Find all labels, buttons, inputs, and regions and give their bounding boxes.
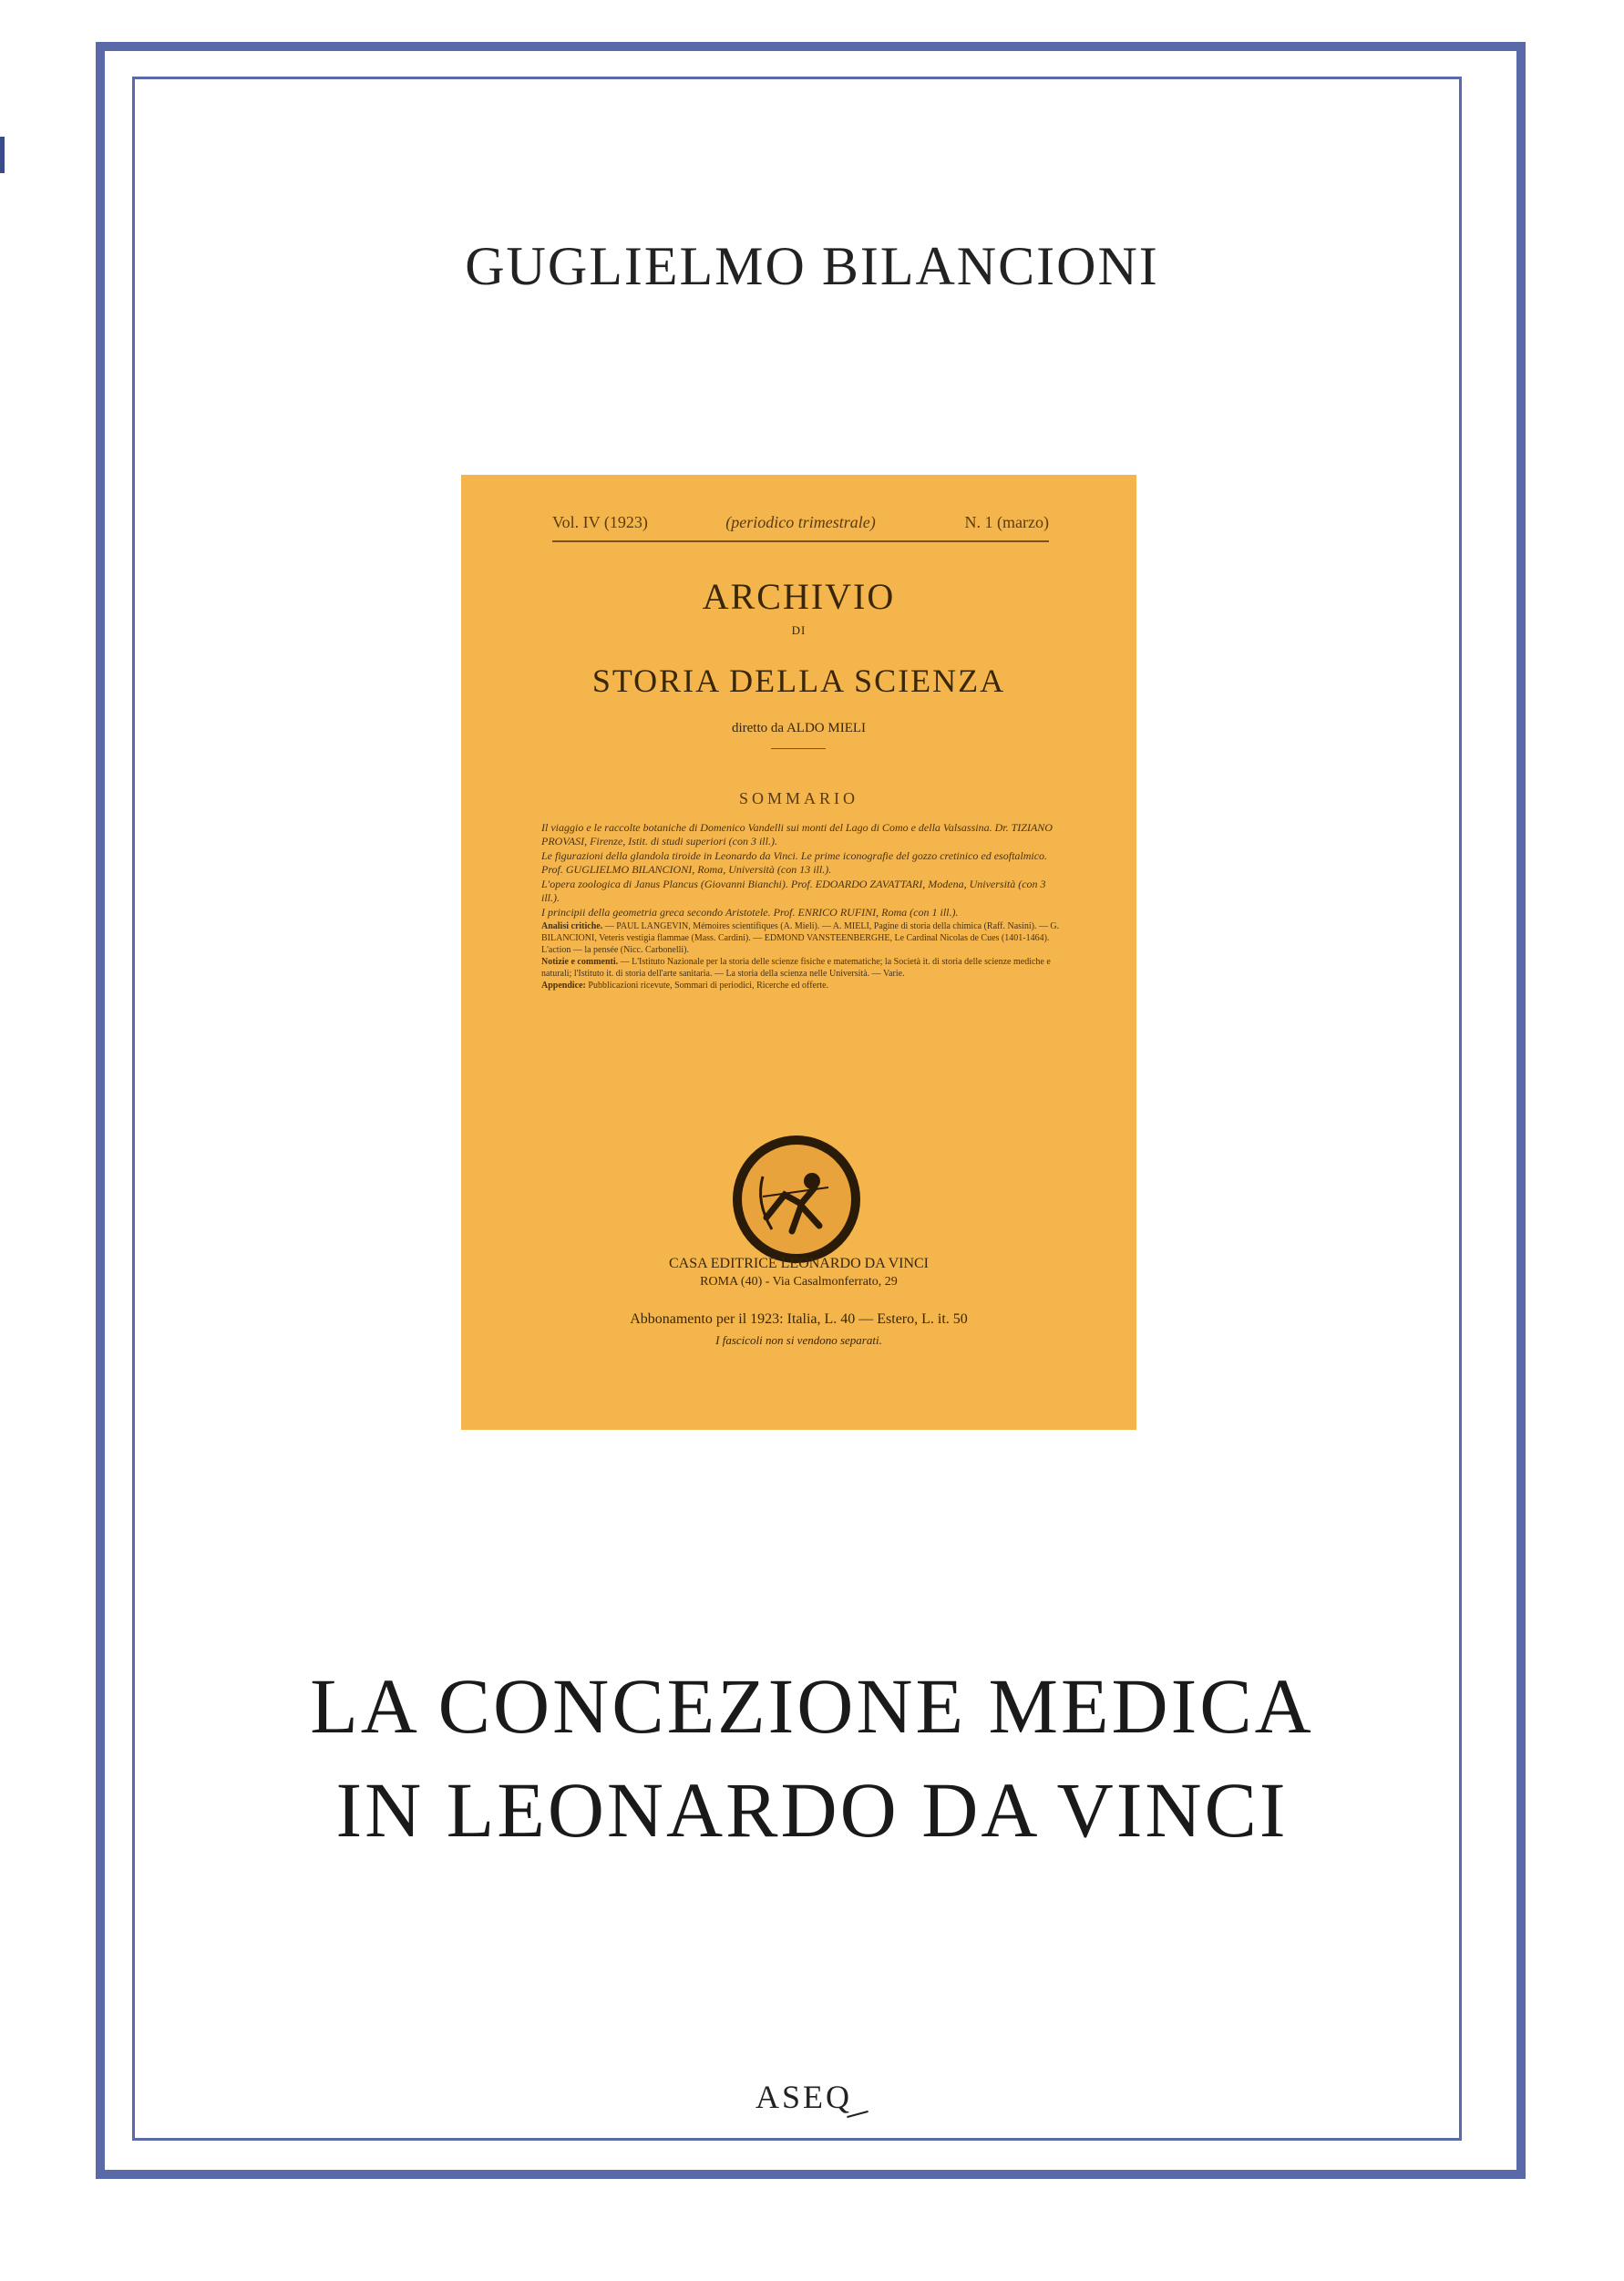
book-title-line1: LA CONCEZIONE MEDICA (310, 1662, 1314, 1750)
summary-section-label: Appendice: (541, 981, 586, 991)
archer-emblem-icon (728, 1131, 865, 1268)
journal-cover-image (461, 475, 1136, 1430)
publisher-logo (0, 2078, 1624, 2116)
subscription-info: Abbonamento per il 1923: Italia, L. 40 — Estero, L. it. 50 (630, 1311, 968, 1327)
book-title-line2: IN LEONARDO DA VINCI (335, 1766, 1289, 1854)
journal-title-line2: STORIA DELLA SCIENZA (591, 663, 1006, 699)
journal-title-di: DI (791, 623, 807, 637)
summary-entry: Il viaggio e le raccolte botaniche di Domenico Vandelli sui monti del Lago di Como e della Valsassina. Dr. TIZIANO PROVASI, Firenze, Istit. di studi superiori (con 3 ill.). (541, 821, 1053, 848)
summary-entry: L'opera zoologica di Janus Plancus (Giovanni Bianchi). Prof. EDOARDO ZAVATTARI, Modena, Università (con 3 ill.). (541, 878, 1046, 904)
journal-separator (771, 748, 826, 749)
summary-section (541, 980, 1061, 992)
journal-director: diretto da ALDO MIELI (731, 721, 867, 735)
summary-section (541, 920, 1061, 956)
summary-section (541, 956, 1061, 980)
summary-section-text: — PAUL LANGEVIN, Mémoires scientifiques (A. Mieli). — A. MIELI, Pagine di storia della chimica (Raff. Nasini). — G. BILANCIONI, Veteris vestigia flammae (Mass. Cardini). — EDMOND VANSTEENBERGHE, Le Cardinal Nicolas de Cues (1401-1464). L'action — la pensée (Nicc. Carbonelli). (541, 921, 1060, 955)
subscription-note: I fascicoli non si vendono separati. (715, 1333, 882, 1347)
journal-address: ROMA (40) - Via Casalmonferrato, 29 (700, 1275, 898, 1289)
book-title (0, 1654, 1624, 1862)
summary-section-label: Analisi critiche. (541, 921, 603, 931)
summary-section-text: — L'Istituto Nazionale per la storia delle scienze fisiche e matematiche; la Società it. di storia delle scienze mediche e naturali; l'Istituto it. di storia dell'arte sanitaria. — La storia della scienza nelle Università. — Varie. (541, 957, 1051, 979)
summary-entry: Le figurazioni della glandola tiroide in Leonardo da Vinci. Le prime iconografie del gozzo cretinico ed esoftalmico. Prof. GUGLIELMO BILANCIONI, Roma, Università (con 13 ill.). (541, 849, 1048, 876)
summary-heading: SOMMARIO (738, 789, 859, 807)
journal-publisher: CASA EDITRICE LEONARDO DA VINCI (668, 1256, 930, 1271)
journal-number: N. 1 (marzo) (964, 513, 1049, 531)
journal-header (552, 513, 1049, 542)
summary-section-text: Pubblicazioni ricevute, Sommari di periodici, Ricerche ed offerte. (588, 981, 829, 991)
publisher-name: ASEQ (755, 2079, 852, 2115)
author-name: GUGLIELMO BILANCIONI (465, 236, 1159, 296)
journal-title-line1: ARCHIVIO (702, 576, 896, 617)
journal-periodicity: (periodico trimestrale) (725, 513, 876, 531)
summary-list (541, 821, 1061, 992)
summary-section-label: Notizie e commenti. (541, 957, 619, 967)
summary-entry: I principii della geometria greca secondo Aristotele. Prof. ENRICO RUFINI, Roma (con 1 ill.). (541, 906, 959, 919)
edge-mark (0, 137, 5, 173)
journal-volume: Vol. IV (1923) (552, 513, 648, 531)
